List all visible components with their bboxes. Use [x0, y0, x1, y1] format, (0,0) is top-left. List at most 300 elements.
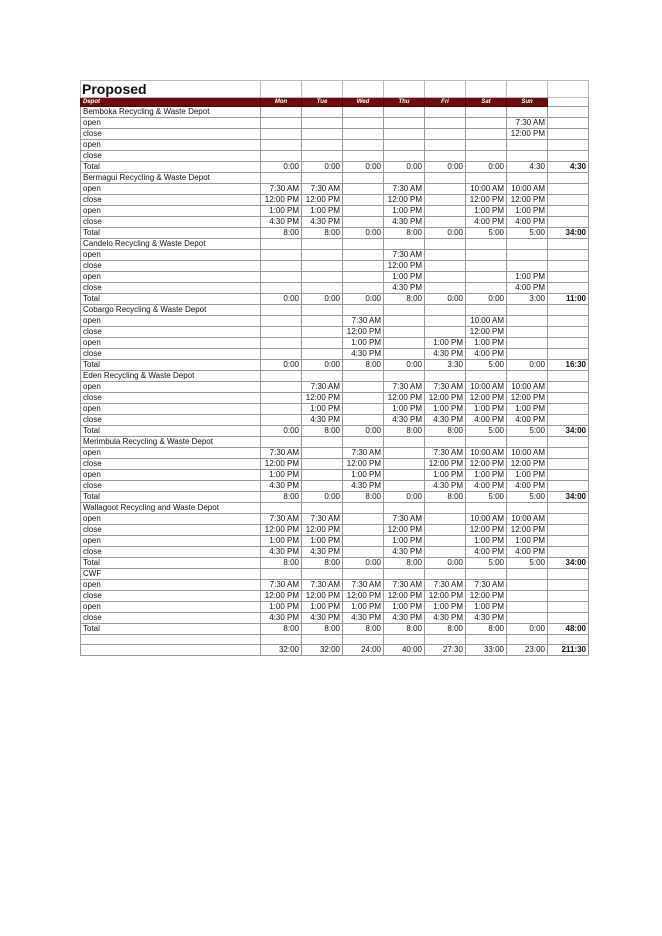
time-cell[interactable]: 12:00 PM: [384, 393, 425, 404]
time-cell[interactable]: 4:30 PM: [343, 613, 384, 624]
row-label[interactable]: close: [81, 481, 261, 492]
time-cell[interactable]: 12:00 PM: [507, 393, 548, 404]
time-cell[interactable]: 1:00 PM: [384, 536, 425, 547]
time-cell[interactable]: 12:00 PM: [261, 591, 302, 602]
depot-name[interactable]: Bermagui Recycling & Waste Depot: [81, 173, 261, 184]
row-label[interactable]: Total: [81, 624, 261, 635]
empty-cell[interactable]: [548, 173, 589, 184]
empty-cell[interactable]: [548, 547, 589, 558]
time-cell[interactable]: 4:30 PM: [425, 349, 466, 360]
time-cell[interactable]: [384, 448, 425, 459]
day-total-cell[interactable]: 5:00: [507, 228, 548, 239]
time-cell[interactable]: [507, 151, 548, 162]
grand-day-total[interactable]: 32:00: [302, 645, 343, 656]
time-cell[interactable]: 4:30 PM: [302, 547, 343, 558]
time-cell[interactable]: [343, 547, 384, 558]
weekly-total-cell[interactable]: 34:00: [548, 426, 589, 437]
empty-cell[interactable]: [343, 107, 384, 118]
time-cell[interactable]: 7:30 AM: [261, 580, 302, 591]
empty-cell[interactable]: [466, 173, 507, 184]
empty-cell[interactable]: [548, 206, 589, 217]
row-label[interactable]: close: [81, 525, 261, 536]
empty-cell[interactable]: [302, 569, 343, 580]
time-cell[interactable]: 10:00 AM: [466, 514, 507, 525]
depot-name[interactable]: Merimbula Recycling & Waste Depot: [81, 437, 261, 448]
time-cell[interactable]: 12:00 PM: [384, 261, 425, 272]
time-cell[interactable]: 12:00 PM: [261, 525, 302, 536]
time-cell[interactable]: [343, 206, 384, 217]
time-cell[interactable]: 4:00 PM: [507, 415, 548, 426]
empty-cell[interactable]: [261, 173, 302, 184]
time-cell[interactable]: 4:30 PM: [466, 613, 507, 624]
time-cell[interactable]: 4:30 PM: [425, 613, 466, 624]
time-cell[interactable]: [261, 349, 302, 360]
time-cell[interactable]: 10:00 AM: [466, 316, 507, 327]
empty-cell[interactable]: [548, 470, 589, 481]
row-label[interactable]: Total: [81, 558, 261, 569]
time-cell[interactable]: 1:00 PM: [425, 602, 466, 613]
time-cell[interactable]: 7:30 AM: [384, 514, 425, 525]
row-label[interactable]: open: [81, 580, 261, 591]
time-cell[interactable]: 12:00 PM: [302, 195, 343, 206]
empty-cell[interactable]: [302, 437, 343, 448]
time-cell[interactable]: 7:30 AM: [343, 316, 384, 327]
time-cell[interactable]: 12:00 PM: [302, 525, 343, 536]
time-cell[interactable]: [425, 272, 466, 283]
empty-cell[interactable]: [384, 107, 425, 118]
day-total-cell[interactable]: 0:00: [507, 624, 548, 635]
empty-cell[interactable]: [384, 569, 425, 580]
row-label[interactable]: open: [81, 338, 261, 349]
time-cell[interactable]: 1:00 PM: [343, 602, 384, 613]
time-cell[interactable]: [343, 283, 384, 294]
empty-cell[interactable]: [466, 305, 507, 316]
time-cell[interactable]: [261, 283, 302, 294]
empty-cell[interactable]: [261, 371, 302, 382]
empty-cell[interactable]: [548, 580, 589, 591]
time-cell[interactable]: [425, 514, 466, 525]
time-cell[interactable]: 12:00 PM: [507, 459, 548, 470]
time-cell[interactable]: 7:30 AM: [261, 514, 302, 525]
time-cell[interactable]: 7:30 AM: [343, 580, 384, 591]
time-cell[interactable]: [507, 580, 548, 591]
time-cell[interactable]: [261, 250, 302, 261]
row-label[interactable]: open: [81, 250, 261, 261]
day-total-cell[interactable]: 5:00: [507, 492, 548, 503]
time-cell[interactable]: [302, 459, 343, 470]
empty-cell[interactable]: [548, 382, 589, 393]
time-cell[interactable]: [302, 140, 343, 151]
empty-cell[interactable]: [507, 635, 548, 645]
row-label[interactable]: close: [81, 613, 261, 624]
time-cell[interactable]: 12:00 PM: [261, 459, 302, 470]
time-cell[interactable]: 4:00 PM: [507, 217, 548, 228]
time-cell[interactable]: [261, 415, 302, 426]
empty-cell[interactable]: [548, 404, 589, 415]
time-cell[interactable]: 12:00 PM: [302, 591, 343, 602]
empty-cell[interactable]: [507, 569, 548, 580]
time-cell[interactable]: 1:00 PM: [302, 206, 343, 217]
time-cell[interactable]: 4:00 PM: [466, 415, 507, 426]
empty-cell[interactable]: [466, 437, 507, 448]
empty-cell[interactable]: [261, 437, 302, 448]
time-cell[interactable]: 7:30 AM: [343, 448, 384, 459]
time-cell[interactable]: 1:00 PM: [261, 470, 302, 481]
empty-cell[interactable]: [548, 569, 589, 580]
empty-cell[interactable]: [384, 305, 425, 316]
empty-cell[interactable]: [548, 327, 589, 338]
empty-cell[interactable]: [507, 107, 548, 118]
empty-cell[interactable]: [548, 184, 589, 195]
time-cell[interactable]: 12:00 PM: [302, 393, 343, 404]
empty-cell[interactable]: [425, 107, 466, 118]
time-cell[interactable]: 1:00 PM: [302, 602, 343, 613]
time-cell[interactable]: [384, 129, 425, 140]
time-cell[interactable]: 1:00 PM: [507, 536, 548, 547]
time-cell[interactable]: [343, 129, 384, 140]
time-cell[interactable]: [425, 184, 466, 195]
empty-cell[interactable]: [261, 81, 302, 98]
time-cell[interactable]: [302, 470, 343, 481]
time-cell[interactable]: 1:00 PM: [466, 206, 507, 217]
time-cell[interactable]: 1:00 PM: [466, 404, 507, 415]
empty-cell[interactable]: [81, 645, 261, 656]
time-cell[interactable]: 12:00 PM: [507, 195, 548, 206]
time-cell[interactable]: [261, 118, 302, 129]
time-cell[interactable]: 4:00 PM: [507, 481, 548, 492]
time-cell[interactable]: [425, 195, 466, 206]
time-cell[interactable]: [425, 316, 466, 327]
time-cell[interactable]: 4:30 PM: [302, 415, 343, 426]
empty-cell[interactable]: [507, 437, 548, 448]
empty-cell[interactable]: [507, 371, 548, 382]
row-label[interactable]: close: [81, 151, 261, 162]
empty-cell[interactable]: [548, 349, 589, 360]
day-total-cell[interactable]: 5:00: [507, 426, 548, 437]
time-cell[interactable]: [384, 470, 425, 481]
empty-cell[interactable]: [302, 173, 343, 184]
time-cell[interactable]: 7:30 AM: [384, 250, 425, 261]
time-cell[interactable]: 1:00 PM: [425, 338, 466, 349]
empty-cell[interactable]: [466, 635, 507, 645]
time-cell[interactable]: 7:30 AM: [425, 448, 466, 459]
time-cell[interactable]: [261, 382, 302, 393]
time-cell[interactable]: [384, 481, 425, 492]
day-total-cell[interactable]: 8:00: [261, 624, 302, 635]
empty-cell[interactable]: [384, 503, 425, 514]
time-cell[interactable]: [302, 338, 343, 349]
empty-cell[interactable]: [261, 107, 302, 118]
depot-name[interactable]: Cobargo Recycling & Waste Depot: [81, 305, 261, 316]
day-total-cell[interactable]: 8:00: [302, 558, 343, 569]
empty-cell[interactable]: [261, 635, 302, 645]
empty-cell[interactable]: [507, 239, 548, 250]
time-cell[interactable]: 7:30 AM: [302, 184, 343, 195]
empty-cell[interactable]: [343, 239, 384, 250]
time-cell[interactable]: 12:00 PM: [384, 195, 425, 206]
time-cell[interactable]: 1:00 PM: [384, 206, 425, 217]
time-cell[interactable]: [343, 217, 384, 228]
time-cell[interactable]: [507, 602, 548, 613]
empty-cell[interactable]: [81, 635, 261, 645]
time-cell[interactable]: 1:00 PM: [384, 602, 425, 613]
day-total-cell[interactable]: 8:00: [466, 624, 507, 635]
time-cell[interactable]: 7:30 AM: [302, 580, 343, 591]
empty-cell[interactable]: [548, 305, 589, 316]
empty-cell[interactable]: [425, 239, 466, 250]
time-cell[interactable]: [261, 129, 302, 140]
empty-cell[interactable]: [548, 591, 589, 602]
empty-cell[interactable]: [343, 503, 384, 514]
time-cell[interactable]: 1:00 PM: [343, 338, 384, 349]
time-cell[interactable]: [302, 118, 343, 129]
row-label[interactable]: close: [81, 195, 261, 206]
day-total-cell[interactable]: 0:00: [302, 162, 343, 173]
empty-cell[interactable]: [548, 316, 589, 327]
empty-cell[interactable]: [507, 305, 548, 316]
time-cell[interactable]: [261, 338, 302, 349]
row-label[interactable]: open: [81, 404, 261, 415]
time-cell[interactable]: [425, 261, 466, 272]
time-cell[interactable]: [425, 283, 466, 294]
time-cell[interactable]: [466, 151, 507, 162]
grand-day-total[interactable]: 24:00: [343, 645, 384, 656]
time-cell[interactable]: [425, 525, 466, 536]
row-label[interactable]: open: [81, 206, 261, 217]
time-cell[interactable]: [425, 206, 466, 217]
row-label[interactable]: open: [81, 602, 261, 613]
empty-cell[interactable]: [548, 140, 589, 151]
time-cell[interactable]: 4:00 PM: [507, 547, 548, 558]
time-cell[interactable]: [343, 250, 384, 261]
day-total-cell[interactable]: 0:00: [384, 492, 425, 503]
empty-cell[interactable]: [548, 635, 589, 645]
time-cell[interactable]: 4:30 PM: [261, 217, 302, 228]
time-cell[interactable]: 4:30 PM: [343, 349, 384, 360]
empty-cell[interactable]: [343, 569, 384, 580]
day-total-cell[interactable]: 5:00: [466, 360, 507, 371]
time-cell[interactable]: [425, 250, 466, 261]
time-cell[interactable]: [507, 591, 548, 602]
day-total-cell[interactable]: 0:00: [384, 162, 425, 173]
time-cell[interactable]: 12:00 PM: [343, 327, 384, 338]
weekly-total-cell[interactable]: 34:00: [548, 492, 589, 503]
day-total-cell[interactable]: 4:30: [507, 162, 548, 173]
empty-cell[interactable]: [302, 239, 343, 250]
empty-cell[interactable]: [261, 569, 302, 580]
empty-cell[interactable]: [343, 305, 384, 316]
day-total-cell[interactable]: 3:00: [507, 294, 548, 305]
time-cell[interactable]: [425, 151, 466, 162]
empty-cell[interactable]: [466, 371, 507, 382]
row-label[interactable]: close: [81, 591, 261, 602]
time-cell[interactable]: [302, 349, 343, 360]
time-cell[interactable]: [507, 349, 548, 360]
time-cell[interactable]: [384, 118, 425, 129]
empty-cell[interactable]: [425, 305, 466, 316]
empty-cell[interactable]: [425, 635, 466, 645]
time-cell[interactable]: 1:00 PM: [507, 404, 548, 415]
empty-cell[interactable]: [548, 250, 589, 261]
empty-cell[interactable]: [548, 481, 589, 492]
day-total-cell[interactable]: 0:00: [343, 426, 384, 437]
day-total-cell[interactable]: 8:00: [425, 492, 466, 503]
time-cell[interactable]: 10:00 AM: [507, 382, 548, 393]
time-cell[interactable]: 12:00 PM: [507, 129, 548, 140]
empty-cell[interactable]: [548, 613, 589, 624]
empty-cell[interactable]: [548, 415, 589, 426]
day-total-cell[interactable]: 0:00: [343, 228, 384, 239]
row-label[interactable]: open: [81, 118, 261, 129]
time-cell[interactable]: [261, 404, 302, 415]
time-cell[interactable]: [466, 118, 507, 129]
time-cell[interactable]: 4:30 PM: [261, 547, 302, 558]
time-cell[interactable]: 12:00 PM: [466, 327, 507, 338]
time-cell[interactable]: 4:00 PM: [466, 547, 507, 558]
time-cell[interactable]: 12:00 PM: [425, 591, 466, 602]
time-cell[interactable]: [302, 272, 343, 283]
time-cell[interactable]: 12:00 PM: [466, 591, 507, 602]
time-cell[interactable]: 12:00 PM: [425, 459, 466, 470]
time-cell[interactable]: [261, 393, 302, 404]
weekly-total-cell[interactable]: 16:30: [548, 360, 589, 371]
day-total-cell[interactable]: 8:00: [261, 558, 302, 569]
row-label[interactable]: close: [81, 415, 261, 426]
day-total-cell[interactable]: 5:00: [466, 492, 507, 503]
time-cell[interactable]: [302, 316, 343, 327]
time-cell[interactable]: 12:00 PM: [466, 459, 507, 470]
time-cell[interactable]: [302, 261, 343, 272]
time-cell[interactable]: 7:30 AM: [384, 580, 425, 591]
time-cell[interactable]: 4:00 PM: [466, 481, 507, 492]
weekly-total-cell[interactable]: 34:00: [548, 228, 589, 239]
day-total-cell[interactable]: 0:00: [302, 492, 343, 503]
grand-day-total[interactable]: 27:30: [425, 645, 466, 656]
time-cell[interactable]: 4:30 PM: [425, 481, 466, 492]
empty-cell[interactable]: [548, 129, 589, 140]
day-total-cell[interactable]: 8:00: [302, 228, 343, 239]
time-cell[interactable]: 1:00 PM: [466, 536, 507, 547]
weekly-total-cell[interactable]: 4:30: [548, 162, 589, 173]
time-cell[interactable]: [425, 536, 466, 547]
time-cell[interactable]: [384, 327, 425, 338]
day-total-cell[interactable]: 0:00: [343, 162, 384, 173]
day-total-cell[interactable]: 8:00: [302, 426, 343, 437]
day-total-cell[interactable]: 0:00: [261, 162, 302, 173]
depot-name[interactable]: CWF: [81, 569, 261, 580]
time-cell[interactable]: 10:00 AM: [507, 184, 548, 195]
time-cell[interactable]: [384, 140, 425, 151]
empty-cell[interactable]: [261, 239, 302, 250]
time-cell[interactable]: [384, 151, 425, 162]
empty-cell[interactable]: [425, 371, 466, 382]
empty-cell[interactable]: [507, 173, 548, 184]
row-label[interactable]: open: [81, 272, 261, 283]
time-cell[interactable]: 7:30 AM: [425, 580, 466, 591]
time-cell[interactable]: 7:30 AM: [384, 184, 425, 195]
empty-cell[interactable]: [507, 503, 548, 514]
row-label[interactable]: Total: [81, 426, 261, 437]
empty-cell[interactable]: [548, 514, 589, 525]
time-cell[interactable]: [384, 338, 425, 349]
time-cell[interactable]: 12:00 PM: [343, 459, 384, 470]
day-total-cell[interactable]: 0:00: [425, 162, 466, 173]
day-total-cell[interactable]: 8:00: [384, 228, 425, 239]
row-label[interactable]: close: [81, 261, 261, 272]
empty-cell[interactable]: [384, 371, 425, 382]
time-cell[interactable]: [343, 404, 384, 415]
row-label[interactable]: open: [81, 316, 261, 327]
time-cell[interactable]: [343, 184, 384, 195]
empty-cell[interactable]: [548, 107, 589, 118]
time-cell[interactable]: 7:30 AM: [466, 580, 507, 591]
time-cell[interactable]: 7:30 AM: [507, 118, 548, 129]
grand-day-total[interactable]: 23:00: [507, 645, 548, 656]
empty-cell[interactable]: [343, 371, 384, 382]
empty-cell[interactable]: [466, 503, 507, 514]
empty-cell[interactable]: [302, 371, 343, 382]
time-cell[interactable]: 1:00 PM: [343, 470, 384, 481]
day-total-cell[interactable]: 8:00: [425, 624, 466, 635]
time-cell[interactable]: 10:00 AM: [466, 184, 507, 195]
day-total-cell[interactable]: 0:00: [261, 294, 302, 305]
time-cell[interactable]: [302, 129, 343, 140]
day-total-cell[interactable]: 8:00: [384, 558, 425, 569]
day-total-cell[interactable]: 0:00: [466, 294, 507, 305]
day-total-cell[interactable]: 5:00: [507, 558, 548, 569]
time-cell[interactable]: 4:00 PM: [507, 283, 548, 294]
time-cell[interactable]: 1:00 PM: [507, 470, 548, 481]
empty-cell[interactable]: [302, 635, 343, 645]
day-total-cell[interactable]: 8:00: [343, 624, 384, 635]
empty-cell[interactable]: [302, 305, 343, 316]
time-cell[interactable]: 1:00 PM: [466, 470, 507, 481]
depot-name[interactable]: Bemboka Recycling & Waste Depot: [81, 107, 261, 118]
grand-day-total[interactable]: 40:00: [384, 645, 425, 656]
grand-total[interactable]: 211:30: [548, 645, 589, 656]
row-label[interactable]: open: [81, 184, 261, 195]
empty-cell[interactable]: [384, 437, 425, 448]
day-total-cell[interactable]: 0:00: [507, 360, 548, 371]
day-total-cell[interactable]: 8:00: [343, 360, 384, 371]
time-cell[interactable]: 1:00 PM: [261, 206, 302, 217]
row-label[interactable]: open: [81, 382, 261, 393]
time-cell[interactable]: [343, 415, 384, 426]
empty-cell[interactable]: [425, 81, 466, 98]
time-cell[interactable]: [343, 382, 384, 393]
time-cell[interactable]: [425, 217, 466, 228]
time-cell[interactable]: 7:30 AM: [384, 382, 425, 393]
empty-cell[interactable]: [548, 448, 589, 459]
time-cell[interactable]: 1:00 PM: [384, 272, 425, 283]
day-total-cell[interactable]: 8:00: [302, 624, 343, 635]
grand-day-total[interactable]: 33:00: [466, 645, 507, 656]
time-cell[interactable]: [466, 250, 507, 261]
time-cell[interactable]: 1:00 PM: [261, 536, 302, 547]
empty-cell[interactable]: [548, 239, 589, 250]
time-cell[interactable]: [343, 514, 384, 525]
time-cell[interactable]: [261, 151, 302, 162]
time-cell[interactable]: 12:00 PM: [343, 591, 384, 602]
time-cell[interactable]: [343, 272, 384, 283]
time-cell[interactable]: 10:00 AM: [507, 448, 548, 459]
time-cell[interactable]: [343, 151, 384, 162]
day-total-cell[interactable]: 8:00: [343, 492, 384, 503]
empty-cell[interactable]: [548, 272, 589, 283]
row-label[interactable]: Total: [81, 162, 261, 173]
time-cell[interactable]: 4:30 PM: [425, 415, 466, 426]
empty-cell[interactable]: [548, 338, 589, 349]
